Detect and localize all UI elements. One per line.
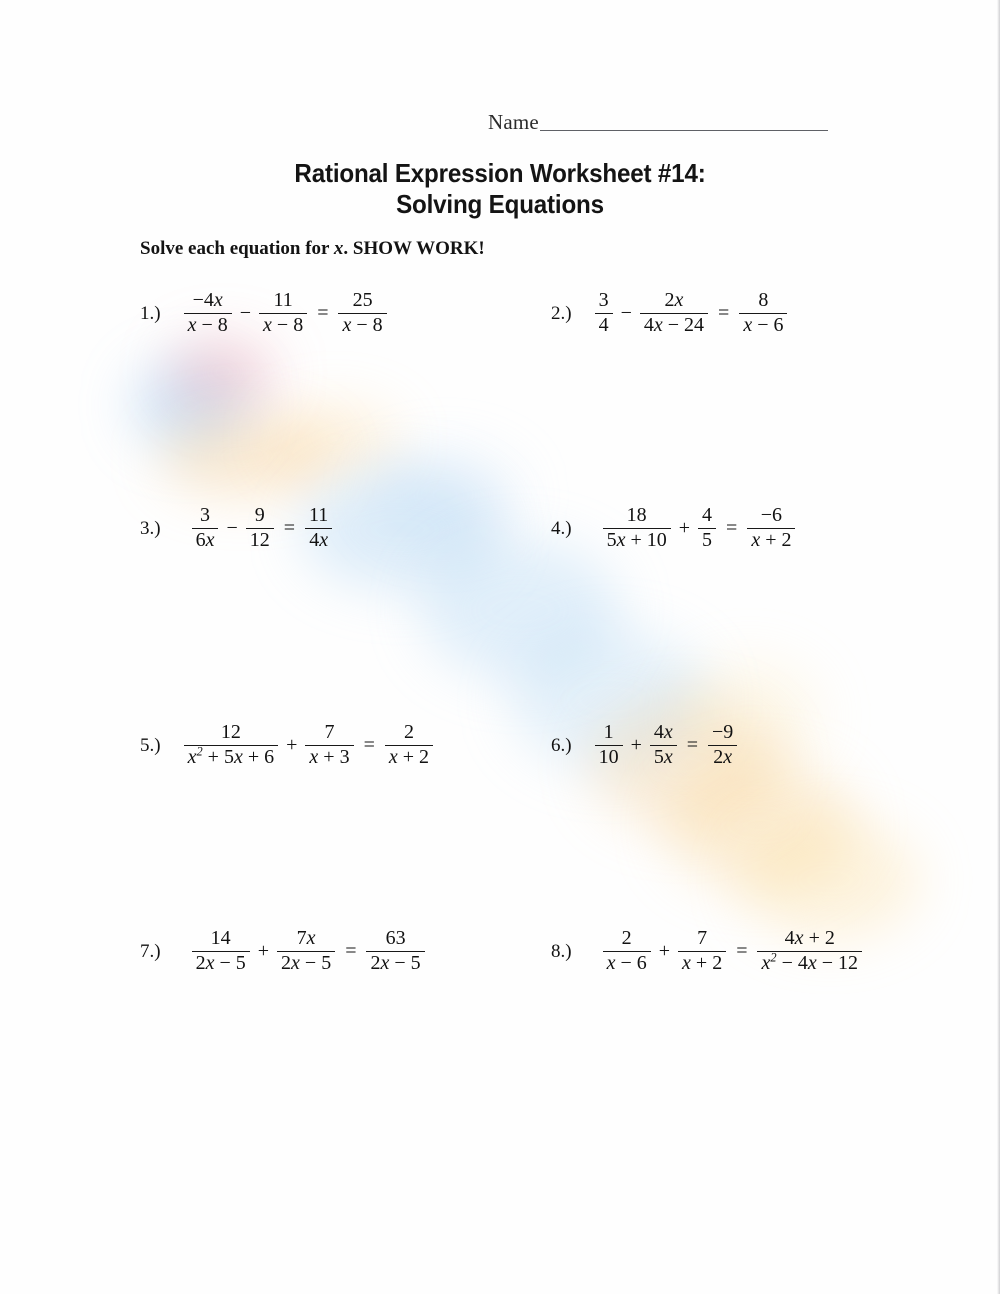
problem-7 [140, 928, 428, 974]
math-operator: + [658, 940, 671, 963]
fraction-numerator: 9 [254, 504, 265, 526]
fraction-denominator: 2x [713, 745, 733, 768]
fraction-denominator: x + 2 [388, 745, 430, 768]
fraction-numerator: 7 [324, 721, 335, 743]
fraction [595, 290, 613, 336]
equals-operator: = [283, 517, 296, 540]
math-operator: − [620, 302, 632, 325]
fraction [338, 290, 386, 336]
fraction [595, 722, 623, 768]
fraction-numerator: 4 [702, 504, 713, 526]
equals-operator: = [317, 302, 329, 325]
fraction [698, 505, 716, 551]
fraction-numerator: 25 [352, 289, 373, 311]
fraction-denominator: 2x − 5 [195, 951, 246, 974]
instructions-prefix: Solve each equation for [140, 238, 334, 259]
instructions-suffix: . SHOW WORK! [343, 238, 485, 259]
math-operator: + [678, 517, 691, 540]
fraction-numerator: 7 [697, 927, 708, 949]
problem-expression [181, 290, 390, 336]
instructions-variable: x [333, 238, 344, 259]
math-operator: + [630, 734, 642, 757]
fraction-numerator: 18 [626, 504, 647, 526]
fraction-numerator: 8 [758, 289, 769, 311]
math-operator: − [239, 302, 252, 325]
fraction-denominator: 6x [195, 528, 215, 551]
fraction-denominator: 12 [249, 528, 270, 551]
fraction [192, 928, 250, 974]
problem-4 [551, 505, 798, 551]
fraction-numerator: 12 [220, 721, 241, 743]
problem-1 [140, 290, 390, 336]
problem-number: 4.) [551, 517, 572, 539]
fraction-denominator: 2x − 5 [281, 951, 332, 974]
name-label: Name [488, 110, 539, 134]
fraction-denominator: 4x [309, 528, 329, 551]
fraction-denominator: 5 [702, 528, 713, 551]
fraction [757, 928, 862, 974]
equals-operator: = [718, 302, 730, 325]
fraction-numerator: 14 [210, 927, 231, 949]
equals-operator: = [726, 517, 738, 540]
fraction [708, 722, 737, 768]
fraction-numerator: 11 [309, 504, 329, 526]
fraction-denominator: x + 2 [682, 951, 723, 974]
fraction [305, 505, 332, 551]
fraction-numerator: −6 [760, 504, 783, 526]
problem-expression [181, 722, 436, 768]
fraction-numerator: 2x [664, 289, 684, 311]
fraction [184, 722, 279, 768]
problem-expression [189, 505, 336, 551]
problem-number: 5.) [140, 734, 161, 756]
fraction [678, 928, 726, 974]
fraction-numerator: 7x [296, 927, 316, 949]
fraction [184, 290, 232, 336]
fraction-numerator: 4x + 2 [784, 927, 835, 949]
fraction [640, 290, 708, 336]
fraction-numerator: 3 [598, 289, 609, 311]
fraction-denominator: 4 [598, 313, 609, 336]
problem-number: 8.) [551, 940, 572, 962]
fraction [747, 505, 795, 551]
fraction-numerator: 1 [603, 721, 614, 743]
fraction-numerator: 3 [200, 504, 211, 526]
problem-expression [592, 290, 791, 336]
problem-3 [140, 505, 335, 551]
fraction [603, 505, 671, 551]
fraction [650, 722, 677, 768]
fraction-denominator: x − 6 [606, 951, 647, 974]
fraction-numerator: −9 [712, 721, 734, 743]
problem-expression [600, 928, 865, 974]
fraction-denominator: x + 2 [751, 528, 792, 551]
fraction-numerator: 11 [273, 289, 293, 311]
fraction-denominator: x + 3 [309, 745, 350, 768]
fraction-denominator: 4x − 24 [643, 313, 705, 336]
fraction [246, 505, 274, 551]
fraction-numerator: −4x [192, 289, 223, 311]
title-line-2: Solving Equations [396, 189, 604, 219]
fraction [192, 505, 219, 551]
fraction [603, 928, 651, 974]
fraction-denominator: 2x − 5 [370, 951, 421, 974]
fraction-denominator: $x^2 + 5x + 6$ [187, 743, 275, 768]
problem-5 [140, 722, 436, 768]
fraction [259, 290, 307, 336]
fraction-numerator: 63 [385, 927, 406, 949]
fraction-numerator: 2 [621, 927, 632, 949]
problem-number: 1.) [140, 302, 161, 324]
fraction [366, 928, 424, 974]
equals-operator: = [345, 940, 357, 963]
problem-6 [551, 722, 740, 768]
fraction [305, 722, 353, 768]
problem-8 [551, 928, 865, 974]
math-operator: + [257, 940, 270, 963]
problem-expression [600, 505, 799, 551]
problem-number: 6.) [551, 734, 572, 756]
equals-operator: = [686, 734, 699, 757]
fraction-denominator: $x^2 - 4x - 12$ [761, 949, 859, 974]
problem-2 [551, 290, 790, 336]
fraction-numerator: 2 [403, 721, 414, 743]
equals-operator: = [736, 940, 748, 963]
fraction-denominator: 5x + 10 [606, 528, 667, 551]
problem-number: 7.) [140, 940, 161, 962]
math-operator: − [226, 517, 238, 540]
math-operator: + [286, 734, 298, 757]
fraction-denominator: 10 [598, 745, 619, 768]
problem-expression [592, 722, 741, 768]
fraction [739, 290, 787, 336]
problem-number: 3.) [140, 517, 161, 539]
fraction-denominator: 5x [653, 745, 673, 768]
fraction-denominator: x − 8 [342, 313, 383, 336]
fraction [277, 928, 335, 974]
fraction-denominator: x − 8 [187, 313, 228, 336]
fraction [385, 722, 433, 768]
fraction-numerator: 4x [653, 721, 673, 743]
problem-expression [189, 928, 428, 974]
equals-operator: = [363, 734, 375, 757]
problem-number: 2.) [551, 302, 572, 324]
fraction-denominator: x − 8 [263, 313, 304, 336]
title-line-1: Rational Expression Worksheet #14: [294, 158, 706, 188]
fraction-denominator: x − 6 [743, 313, 784, 336]
